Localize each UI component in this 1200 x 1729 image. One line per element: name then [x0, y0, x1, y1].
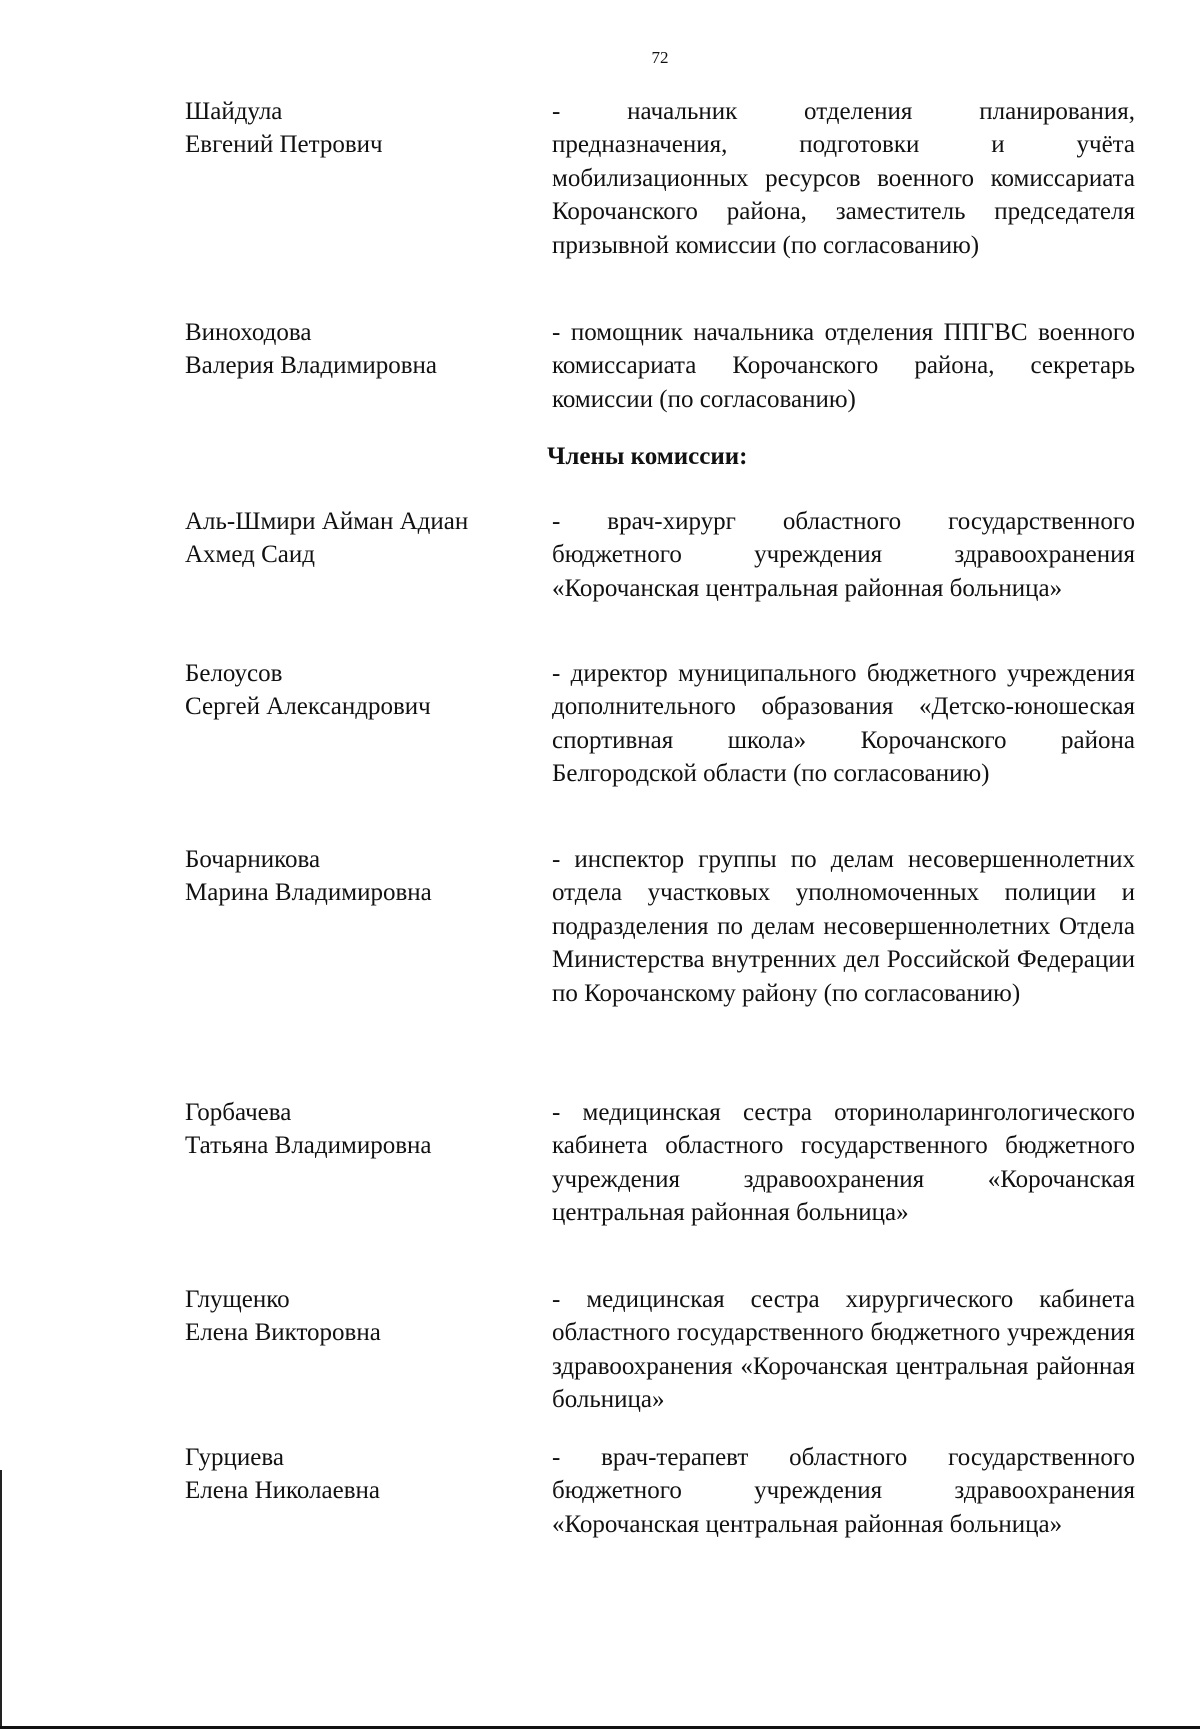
member-role: - помощник начальника отделения ППГВС военного комиссариата Корочанского района, секретарь комиссии (по согласованию) [552, 319, 1135, 413]
member-surname: Глущенко [185, 1286, 290, 1313]
member-name [185, 843, 545, 910]
member-role: - медицинская сестра оториноларингологического кабинета областного государственного бюджетного учреждения здравоохранения «Корочанская центральная районная больница» [552, 1099, 1135, 1227]
member-surname: Белоусов [185, 660, 283, 687]
member-given-names: Евгений Петрович [185, 131, 383, 159]
page-number: 72 [651, 48, 669, 67]
scan-edge-line [0, 1470, 2, 1729]
member-name [185, 316, 545, 383]
member-name [185, 657, 545, 724]
member-name [185, 505, 545, 572]
member-role: - врач-хирург областного государственного бюджетного учреждения здравоохранения «Корочанская центральная районная больница» [552, 508, 1135, 602]
member-name [185, 1096, 545, 1163]
member-given-names: Татьяна Владимировна [185, 1132, 432, 1160]
member-given-names: Сергей Александрович [185, 693, 431, 721]
member-surname: Гурциева [185, 1444, 284, 1471]
member-surname: Горбачева [185, 1099, 292, 1126]
member-name [185, 1283, 545, 1350]
member-role: - начальник отделения планирования, предназначения, подготовки и учёта мобилизационных ресурсов военного комиссариата Корочанского района, заместитель председателя призывной комиссии (по согласованию) [552, 98, 1135, 259]
member-name [185, 1441, 545, 1508]
member-given-names: Валерия Владимировна [185, 352, 438, 380]
member-surname: Бочарникова [185, 846, 321, 873]
member-given-names: Елена Викторовна [185, 1319, 381, 1347]
member-role: - врач-терапевт областного государственного бюджетного учреждения здравоохранения «Корочанская центральная районная больница» [552, 1444, 1135, 1538]
member-name [185, 95, 545, 162]
member-role: - директор муниципального бюджетного учреждения дополнительного образования «Детско-юношеская спортивная школа» Корочанского района Белгородской области (по согласованию) [552, 660, 1135, 788]
member-given-names: Ахмед Саид [185, 541, 315, 569]
section-heading: Члены комиссии: [547, 443, 748, 470]
member-given-names: Марина Владимировна [185, 879, 432, 907]
member-role: - инспектор группы по делам несовершеннолетних отдела участковых уполномоченных полиции и подразделения по делам несовершеннолетних Отдела Министерства внутренних дел Российской Федерации по Корочанскому району (по согласованию) [552, 846, 1135, 1007]
member-given-names: Елена Николаевна [185, 1477, 380, 1505]
member-role: - медицинская сестра хирургического кабинета областного государственного бюджетного учреждения здравоохранения «Корочанская центральная районная больница» [552, 1286, 1135, 1414]
member-surname: Аль-Шмири Айман Адиан [185, 508, 469, 535]
member-surname: Шайдула [185, 98, 283, 125]
member-surname: Виноходова [185, 319, 312, 346]
